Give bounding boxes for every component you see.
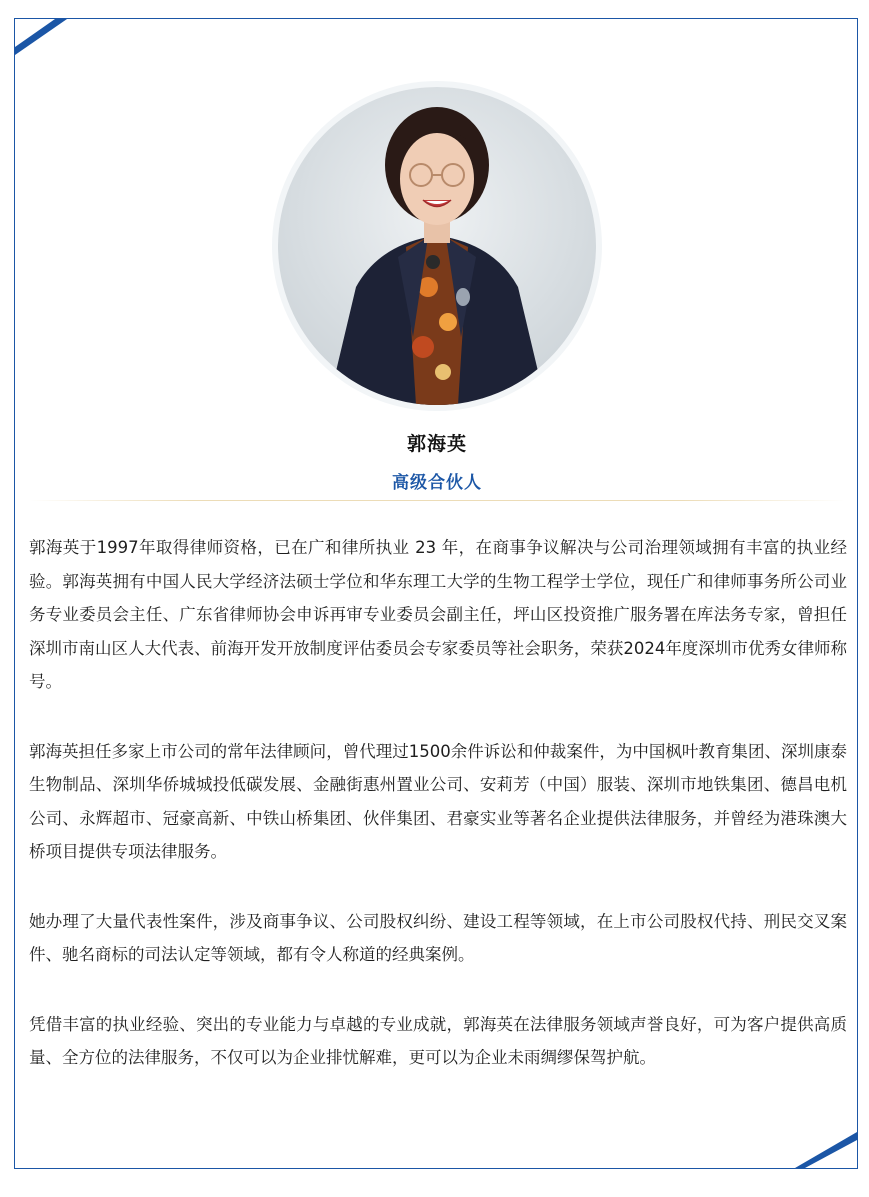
profile-name: 郭海英	[406, 433, 467, 455]
bio-paragraph-4: 凭借丰富的执业经验、突出的专业能力与卓越的专业成就，郭海英在法律服务领域声誉良好，可为客户提供高质量、全方位的法律服务，不仅可以为企业排忧解难，更可以为企业未雨绸缪保驾护航。	[29, 1014, 847, 1067]
profile-card	[14, 18, 858, 1169]
bio-paragraph-3: 她办理了大量代表性案件，涉及商事争议、公司股权纠纷、建设工程等领域，在上市公司股权代持、刑民交叉案件、驰名商标的司法认定等领域，都有令人称道的经典案例。	[29, 911, 847, 964]
profile-title: 高级合伙人	[392, 473, 482, 493]
section-divider	[29, 500, 845, 501]
corner-accent-top-left	[15, 19, 85, 79]
portrait-photo	[278, 87, 596, 405]
corner-accent-bottom-right	[787, 1108, 857, 1168]
bio-paragraph-2: 郭海英担任多家上市公司的常年法律顾问，曾代理过1500余件诉讼和仲裁案件，为中国枫叶教育集团、深圳康泰生物制品、深圳华侨城城投低碳发展、金融街惠州置业公司、安莉芳（中国）服装、深圳市地铁集团、德昌电机公司、永辉超市、冠豪高新、中铁山桥集团、伙伴集团、君豪实业等著名企业提供法律服务，并曾经为港珠澳大桥项目提供专项法律服务。	[29, 741, 847, 861]
bio-section	[29, 531, 847, 1111]
portrait-illustration	[278, 87, 596, 405]
bio-paragraph-1: 郭海英于1997年取得律师资格，已在广和律所执业 23 年，在商事争议解决与公司治理领域拥有丰富的执业经验。郭海英拥有中国人民大学经济法硕士学位和华东理工大学的生物工程学士学位，现任广和律师事务所公司业务专业委员会主任、广东省律师协会申诉再审专业委员会副主任，坪山区投资推广服务署在库法务专家，曾担任深圳市南山区人大代表、前海开发开放制度评估委员会专家委员等社会职务，荣获2024年度深圳市优秀女律师称号。	[29, 538, 847, 691]
